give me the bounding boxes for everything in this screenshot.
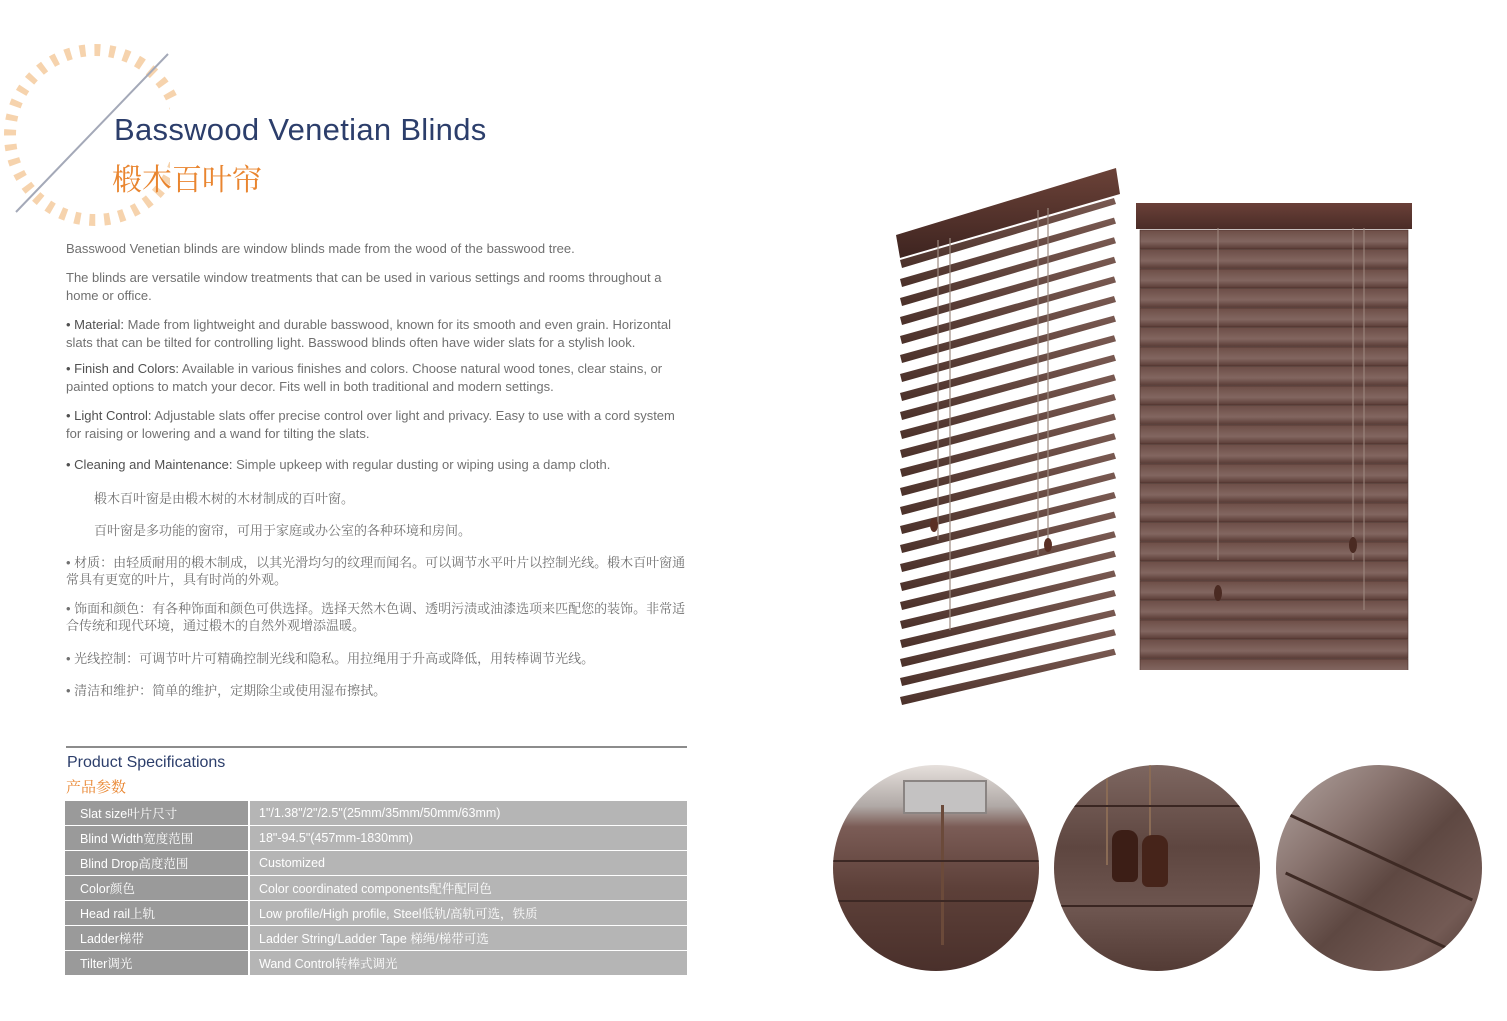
slat: [1140, 230, 1408, 249]
feature-cn-finish: [66, 600, 686, 634]
slat: [1140, 425, 1408, 444]
table-row: [65, 926, 687, 951]
slat: [1140, 640, 1408, 659]
spec-value: Customized: [249, 851, 687, 876]
page-title: Basswood Venetian Blinds: [114, 112, 487, 147]
slat: [1140, 269, 1408, 288]
feature-label: • 清洁和维护：: [66, 683, 153, 698]
slat: [1140, 601, 1408, 620]
feature-label: • Material:: [66, 317, 125, 332]
spec-key: Blind Width宽度范围: [65, 826, 249, 851]
slat: [1140, 484, 1408, 503]
feature-cn-material: [66, 554, 686, 588]
spec-value: Wand Control转棒式调光: [249, 951, 687, 976]
spec-value: Low profile/High profile, Steel低轨/高轨可选，铁质: [249, 901, 687, 926]
spec-title: Product Specifications: [67, 754, 226, 771]
slat: [1140, 250, 1408, 269]
spec-divider: [66, 746, 687, 748]
slat: [1140, 328, 1408, 347]
spec-key: Slat size叶片尺寸: [65, 801, 249, 826]
blind-open-photo: [888, 160, 1128, 710]
table-row: [65, 951, 687, 976]
table-row: [65, 801, 687, 826]
table-row: [65, 901, 687, 926]
spec-key: Head rail上轨: [65, 901, 249, 926]
slat: [1140, 445, 1408, 464]
slat: [1140, 659, 1408, 670]
intro-cn-paragraph: 百叶窗是多功能的窗帘，可用于家庭或办公室的各种环境和房间。: [94, 523, 472, 538]
feature-text: Available in various finishes and colors. Choose natural wood tones, clear stains, or painted options to match your decor. Fits well in both traditional and modern settings.: [66, 361, 663, 394]
feature-text: Simple upkeep with regular dusting or wiping using a damp cloth.: [232, 457, 611, 472]
feature-label: • Light Control:: [66, 408, 152, 423]
feature-text: Made from lightweight and durable basswood, known for its smooth and even grain. Horizontal slats that can be tilted for controlling light. Basswood blinds often have wider slats for a stylish look.: [66, 317, 672, 350]
feature-label: • Cleaning and Maintenance:: [66, 457, 233, 472]
feature-light-control: [66, 407, 686, 443]
detail-tassel-photo: [1054, 765, 1260, 971]
spec-key: Blind Drop高度范围: [65, 851, 249, 876]
table-row: [65, 876, 687, 901]
feature-label: • 光线控制：: [66, 651, 140, 666]
feature-cn-light: [66, 650, 686, 667]
detail-headrail-photo: [833, 765, 1039, 971]
feature-label: • 材质：: [66, 555, 114, 570]
slat: [1140, 406, 1408, 425]
page-title-cn: 椴木百叶帘: [112, 164, 262, 197]
slat: [1140, 503, 1408, 522]
feature-text: 由轻质耐用的椴木制成，以其光滑均匀的纹理而闻名。可以调节水平叶片以控制光线。椴木百叶窗通常具有更宽的叶片，具有时尚的外观。: [66, 555, 686, 587]
slat: [1140, 523, 1408, 542]
spec-key: Color颜色: [65, 876, 249, 901]
detail-slat-texture-photo: [1276, 765, 1482, 971]
spec-value: Color coordinated components配件配同色: [249, 876, 687, 901]
slat: [1140, 367, 1408, 386]
spec-value: Ladder String/Ladder Tape 梯绳/梯带可选: [249, 926, 687, 951]
feature-text: 有各种饰面和颜色可供选择。选择天然木色调、透明污渍或油漆选项来匹配您的装饰。非常适合传统和现代环境，通过椴木的自然外观增添温暖。: [66, 601, 686, 633]
spec-table: [65, 801, 687, 976]
feature-label: • 饰面和颜色：: [66, 601, 153, 616]
feature-text: 可调节叶片可精确控制光线和隐私。用拉绳用于升高或降低，用转棒调节光线。: [139, 651, 595, 666]
feature-finish: [66, 360, 686, 396]
feature-label: • Finish and Colors:: [66, 361, 179, 376]
description: [66, 240, 686, 711]
blind-closed-photo: [1134, 200, 1414, 670]
slat: [1140, 581, 1408, 600]
spec-title-cn: 产品参数: [66, 779, 127, 796]
spec-value: 18"-94.5"(457mm-1830mm): [249, 826, 687, 851]
slat: [1140, 289, 1408, 308]
feature-text: Adjustable slats offer precise control over light and privacy. Easy to use with a cord system for raising or lowering and a wand for tilting the slats.: [66, 408, 675, 441]
feature-material: [66, 316, 686, 352]
slat: [1140, 542, 1408, 561]
intro-paragraph: The blinds are versatile window treatments that can be used in various settings and rooms throughout a home or office.: [66, 270, 662, 303]
spec-key: Tilter调光: [65, 951, 249, 976]
intro-paragraph: Basswood Venetian blinds are window blinds made from the wood of the basswood tree.: [66, 241, 575, 256]
feature-cleaning: [66, 456, 686, 474]
slat: [1140, 386, 1408, 405]
feature-cn-cleaning: [66, 682, 686, 699]
table-row: [65, 826, 687, 851]
slat: [1140, 308, 1408, 327]
table-row: [65, 851, 687, 876]
spec-key: Ladder梯带: [65, 926, 249, 951]
slat: [1140, 347, 1408, 366]
intro-cn-paragraph: 椴木百叶窗是由椴木树的木材制成的百叶窗。: [94, 491, 355, 506]
slat: [1140, 562, 1408, 581]
slat: [1140, 620, 1408, 639]
spec-value: 1"/1.38"/2"/2.5"(25mm/35mm/50mm/63mm): [249, 801, 687, 826]
slat: [1140, 464, 1408, 483]
feature-text: 简单的维护，定期除尘或使用湿布擦拭。: [152, 683, 387, 698]
